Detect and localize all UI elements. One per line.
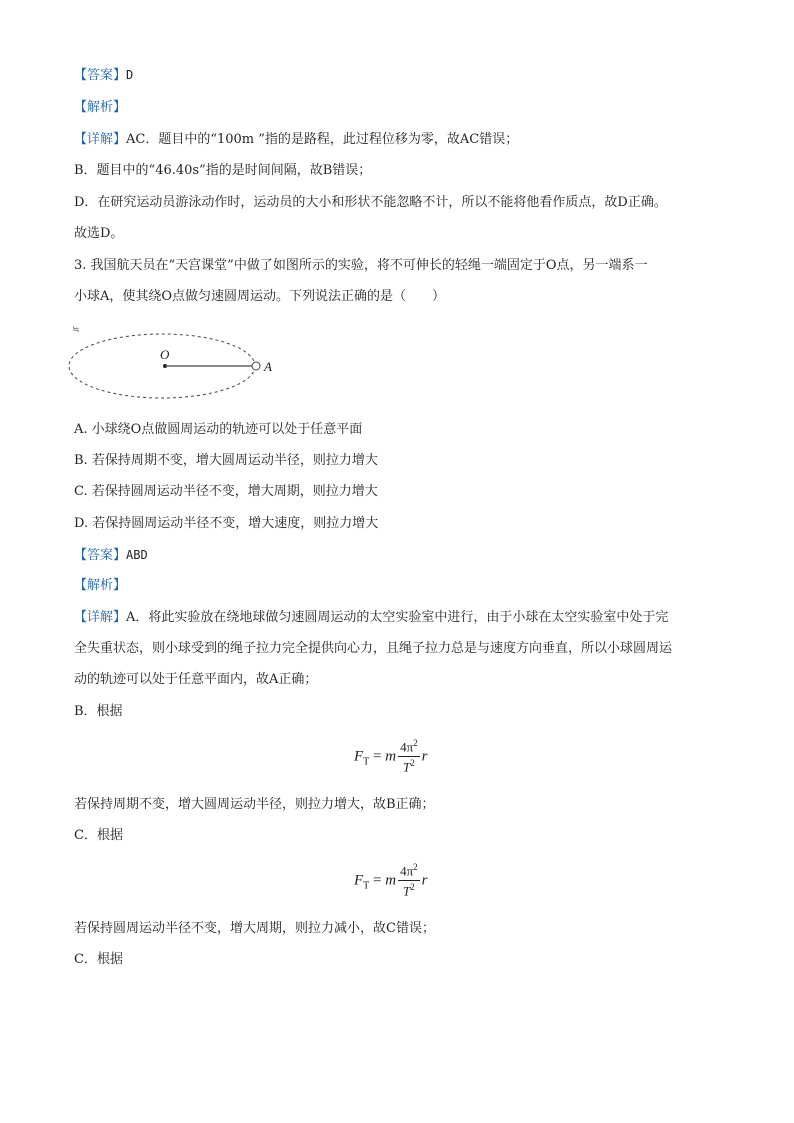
option-d-explanation: D．在研究运动员游泳动作时，运动员的大小和形状不能忽略不计，所以不能将他看作质点，故D正确。 (74, 195, 667, 210)
detail-line-1 (74, 131, 518, 149)
analysis-tag: 【解析】 (74, 578, 127, 593)
option-d: D. 若保持圆周运动半径不变，增大速度，则拉力增大 (74, 516, 379, 531)
formula-m: m (385, 748, 397, 765)
formula-den-exp: 2 (410, 758, 415, 769)
formula-eq: = (373, 748, 382, 765)
answer-tag: 【答案】 (74, 68, 127, 83)
analysis-line-1 (74, 99, 126, 117)
circular-motion-diagram (66, 322, 296, 404)
question-3-line-2: 小球A，使其绕O点做匀速圆周运动。下列说法正确的是（ ） (74, 289, 446, 304)
diagram-mark: ≒ (72, 325, 80, 335)
detail-text: AC．题目中的“100m ”指的是路程，此过程位移为零，故AC错误； (126, 132, 519, 147)
detail-tag: 【详解】 (74, 132, 127, 147)
formula-num-exp: 2 (413, 862, 418, 872)
detail-text-3: 动的轨迹可以处于任意平面内，故A正确； (74, 672, 318, 687)
formula-eq: = (373, 872, 382, 889)
option-a: A. 小球绕O点做圆周运动的轨迹可以处于任意平面 (74, 422, 363, 437)
c-according-2: C．根据 (74, 952, 123, 967)
formula-fraction (398, 738, 420, 776)
ball-a (252, 362, 260, 370)
label-o: O (160, 347, 170, 362)
formula-den-exp: 2 (410, 882, 415, 893)
label-a: A (264, 359, 272, 374)
formula-r: r (421, 748, 428, 765)
detail-text-1: A．将此实验放在绕地球做匀速圆周运动的太空实验室中进行，由于小球在太空实验室中处于完 (126, 610, 669, 625)
b-conclusion: 若保持周期不变，增大圆周运动半径，则拉力增大，故B正确； (74, 797, 435, 812)
formula-m: m (385, 872, 397, 889)
b-according: B．根据 (74, 704, 123, 719)
detail-line-2 (74, 609, 668, 627)
formula-tension-1 (354, 738, 428, 776)
formula-den: T (403, 883, 411, 899)
formula-r: r (421, 872, 428, 889)
analysis-line-2 (74, 577, 126, 595)
answer-tag: 【答案】 (74, 548, 127, 563)
answer-line-1 (74, 66, 133, 85)
detail-tag: 【详解】 (74, 610, 127, 625)
formula-f: F (354, 748, 364, 765)
option-b-explanation: B．题目中的“46.40s”指的是时间间隔，故B错误； (74, 163, 372, 178)
c-according: C．根据 (74, 828, 123, 843)
detail-text-2: 全失重状态，则小球受到的绳子拉力完全提供向心力，且绳子拉力总是与速度方向垂直，所以小球圆周运 (74, 641, 673, 656)
analysis-tag: 【解析】 (74, 100, 127, 115)
question-3-line-1: 3. 我国航天员在“天宫课堂”中做了如图所示的实验，将不可伸长的轻绳一端固定于O点，另一端系一 (74, 258, 648, 273)
formula-sub: T (363, 756, 370, 768)
answer-value: D (126, 68, 134, 82)
formula-num: 4π (400, 739, 414, 755)
formula-num-exp: 2 (413, 738, 418, 748)
formula-tension-2 (354, 862, 428, 900)
option-b: B. 若保持周期不变，增大圆周运动半径，则拉力增大 (74, 453, 378, 468)
formula-den: T (403, 759, 411, 775)
formula-fraction (398, 862, 420, 900)
option-c: C. 若保持圆周运动半径不变，增大周期，则拉力增大 (74, 484, 378, 499)
formula-num: 4π (400, 863, 414, 879)
formula-f: F (354, 872, 364, 889)
formula-sub: T (363, 880, 370, 892)
c-conclusion: 若保持圆周运动半径不变，增大周期，则拉力减小，故C错误； (74, 921, 435, 936)
answer-value: ABD (126, 548, 148, 562)
choose-line: 故选D。 (74, 226, 124, 241)
answer-line-2 (74, 546, 148, 565)
